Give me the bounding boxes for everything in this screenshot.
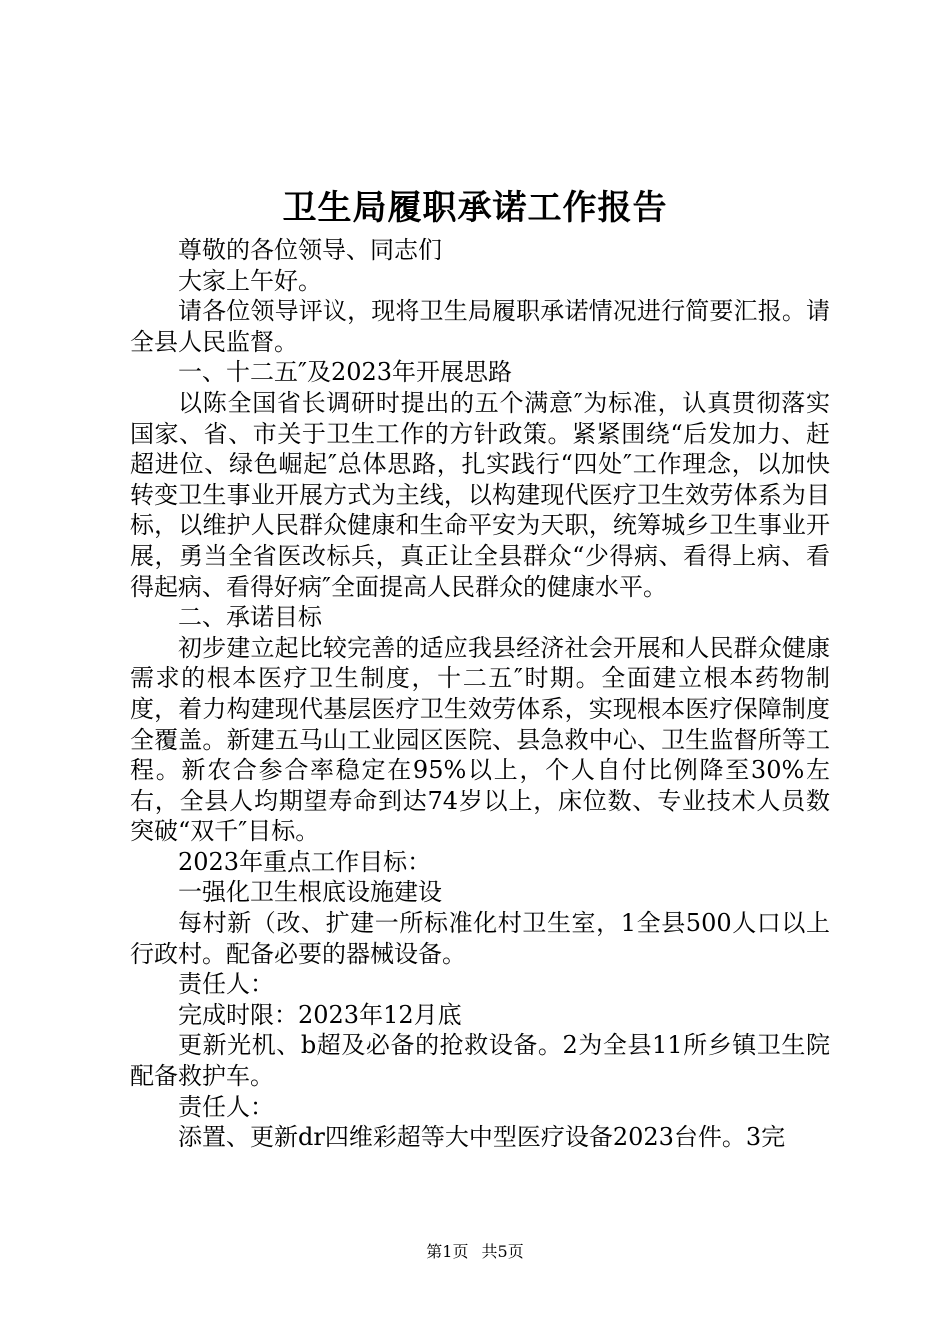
section-heading: 一、十二五″及2023年开展思路 — [178, 358, 513, 387]
paragraph: 每村新（改、扩建一所标准化村卫生室，1全县500人口以上行政村。配备必要的器械设备。 — [130, 909, 830, 968]
page-number: 第1页 — [426, 1242, 469, 1261]
paragraph: 请各位领导评议，现将卫生局履职承诺情况进行简要汇报。请全县人民监督。 — [130, 297, 830, 356]
paragraph: 以陈全国省长调研时提出的五个满意″为标准，认真贯彻落实国家、省、市关于卫生工作的方针政策。紧紧围绕“后发加力、赶超进位、绿色崛起″总体思路，扎实践行“四处″工作理念，以加快转变卫生事业开展方式为主线，以构建现代医疗卫生效劳体系为目标，以维护人民群众健康和生命平安为天职，统筹城乡卫生事业开展，勇当全省医改标兵，真正让全县群众“少得病、看得上病、看得起病、看得好病″全面提高人民群众的健康水平。 — [130, 388, 830, 601]
paragraph: 初步建立起比较完善的适应我县经济社会开展和人民群众健康需求的根本医疗卫生制度，十二五″时期。全面建立根本药物制度，着力构建现代基层医疗卫生效劳体系，实现根本医疗保障制度全覆盖。新建五马山工业园区医院、县急救中心、卫生监督所等工程。新农合参合率稳定在95%以上，个人自付比例降至30%左右，全县人均期望寿命到达74岁以上，床位数、专业技术人员数突破“双千″目标。 — [130, 633, 830, 846]
paragraph: 更新光机、b超及必备的抢救设备。2为全县11所乡镇卫生院配备救护车。 — [130, 1031, 830, 1091]
paragraph: 完成时限：2023年12月底 — [178, 1000, 462, 1029]
paragraph: 责任人： — [178, 970, 274, 999]
paragraph: 责任人： — [178, 1092, 274, 1121]
page-total: 共5页 — [481, 1242, 524, 1261]
section-heading: 2023年重点工作目标： — [178, 847, 432, 876]
page-footer — [0, 1242, 950, 1262]
document-body — [130, 235, 830, 1153]
section-heading: 二、承诺目标 — [178, 603, 322, 632]
section-heading: 一强化卫生根底设施建设 — [178, 878, 442, 907]
paragraph: 添置、更新dr四维彩超等大中型医疗设备2023台件。3完 — [178, 1123, 786, 1152]
document-title: 卫生局履职承诺工作报告 — [282, 188, 668, 228]
paragraph: 大家上午好。 — [178, 266, 322, 295]
paragraph: 尊敬的各位领导、同志们 — [178, 236, 442, 264]
